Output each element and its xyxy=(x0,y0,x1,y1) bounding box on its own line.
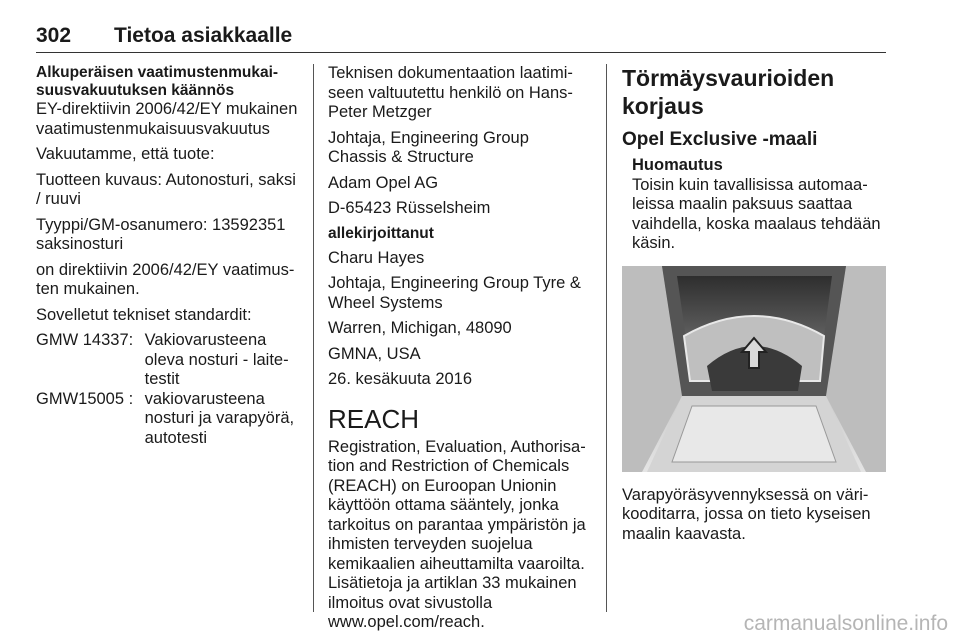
column-right xyxy=(622,64,888,550)
column-middle xyxy=(328,64,590,639)
paragraph: Tyyppi/GM-osanumero: 13592351 saksinosturi xyxy=(36,215,286,253)
paragraph: Sovelletut tekniset standardit: xyxy=(36,305,252,324)
image-caption: Varapyöräsyvennyksessä on värikooditarra, jossa on tieto kyseisen maalin kaavasta. xyxy=(622,485,871,543)
subsection-heading: Opel Exclusive -maali xyxy=(622,129,818,150)
paragraph: GMNA, USA xyxy=(328,344,421,363)
section-heading: Törmäysvaurioiden korjaus xyxy=(622,65,835,119)
paragraph: D-65423 Rüsselsheim xyxy=(328,199,491,217)
column-divider xyxy=(313,64,314,612)
note-text: Toisin kuin tavallisissa automaaleissa maalin paksuus saattaa vaihdella, koska maalaus tehdään käsin. xyxy=(632,175,881,252)
standard-code: GMW15005 xyxy=(36,389,125,408)
section-heading: Alkuperäisen vaatimustenmukaisuusvakuutuksen käännös xyxy=(36,64,279,99)
separator: : xyxy=(128,389,134,408)
note-title: Huomautus xyxy=(632,156,723,174)
running-title: Tietoa asiakkaalle xyxy=(114,24,293,47)
paragraph: Teknisen dokumentaation laatimiseen valtuutettu henkilö on Hans-Peter Metzger xyxy=(328,64,573,121)
paragraph: EY-direktiivin 2006/42/EY mukainen vaatimustenmukaisuusvakuutus xyxy=(36,100,298,138)
page-number: 302 xyxy=(36,24,72,47)
standard-code: GMW 14337 xyxy=(36,331,129,349)
table-row xyxy=(36,331,298,390)
paragraph: Johtaja, Engineering Group Chassis & Structure xyxy=(328,128,529,166)
column-left xyxy=(36,64,298,448)
paragraph: on direktiivin 2006/42/EY vaatimusten mukainen. xyxy=(36,260,295,298)
reach-heading: REACH xyxy=(328,403,420,434)
reach-paragraph: Registration, Evaluation, Authorisation and Restriction of Chemicals (REACH) on Euroopan Unionin käyttöön ottama sääntely, jonka tarkoitus on parantaa ympäristön ja ihmisten terveyden suojelua kemikaalien aiheuttamilta vaaroilta. Lisätietoja ja artiklan 33 mukainen ilmoitus ovat sivustolla www.opel.com/reach. xyxy=(328,437,586,631)
spare-wheel-well-illustration xyxy=(622,266,886,472)
paragraph: 26. kesäkuuta 2016 xyxy=(328,370,473,388)
standard-description: Vakiovarusteena oleva nosturi - laitetestit xyxy=(144,331,289,388)
paragraph: Johtaja, Engineering Group Tyre & Wheel Systems xyxy=(328,274,581,312)
page-header xyxy=(36,20,886,53)
signature-label: allekirjoittanut xyxy=(328,224,434,242)
paragraph: Vakuutamme, että tuote: xyxy=(36,145,215,163)
column-divider xyxy=(606,64,607,612)
watermark: carmanualsonline.info xyxy=(743,612,948,635)
paragraph: Charu Hayes xyxy=(328,248,425,267)
separator: : xyxy=(128,331,134,349)
paragraph: Warren, Michigan, 48090 xyxy=(328,319,512,337)
table-row xyxy=(36,390,298,449)
paragraph: Tuotteen kuvaus: Autonosturi, saksi / ruuvi xyxy=(36,170,296,208)
note-block xyxy=(632,156,888,254)
standard-description: vakiovarusteena nosturi ja varapyörä, autotesti xyxy=(144,389,295,447)
standards-table xyxy=(36,331,298,448)
paragraph: Adam Opel AG xyxy=(328,173,439,192)
